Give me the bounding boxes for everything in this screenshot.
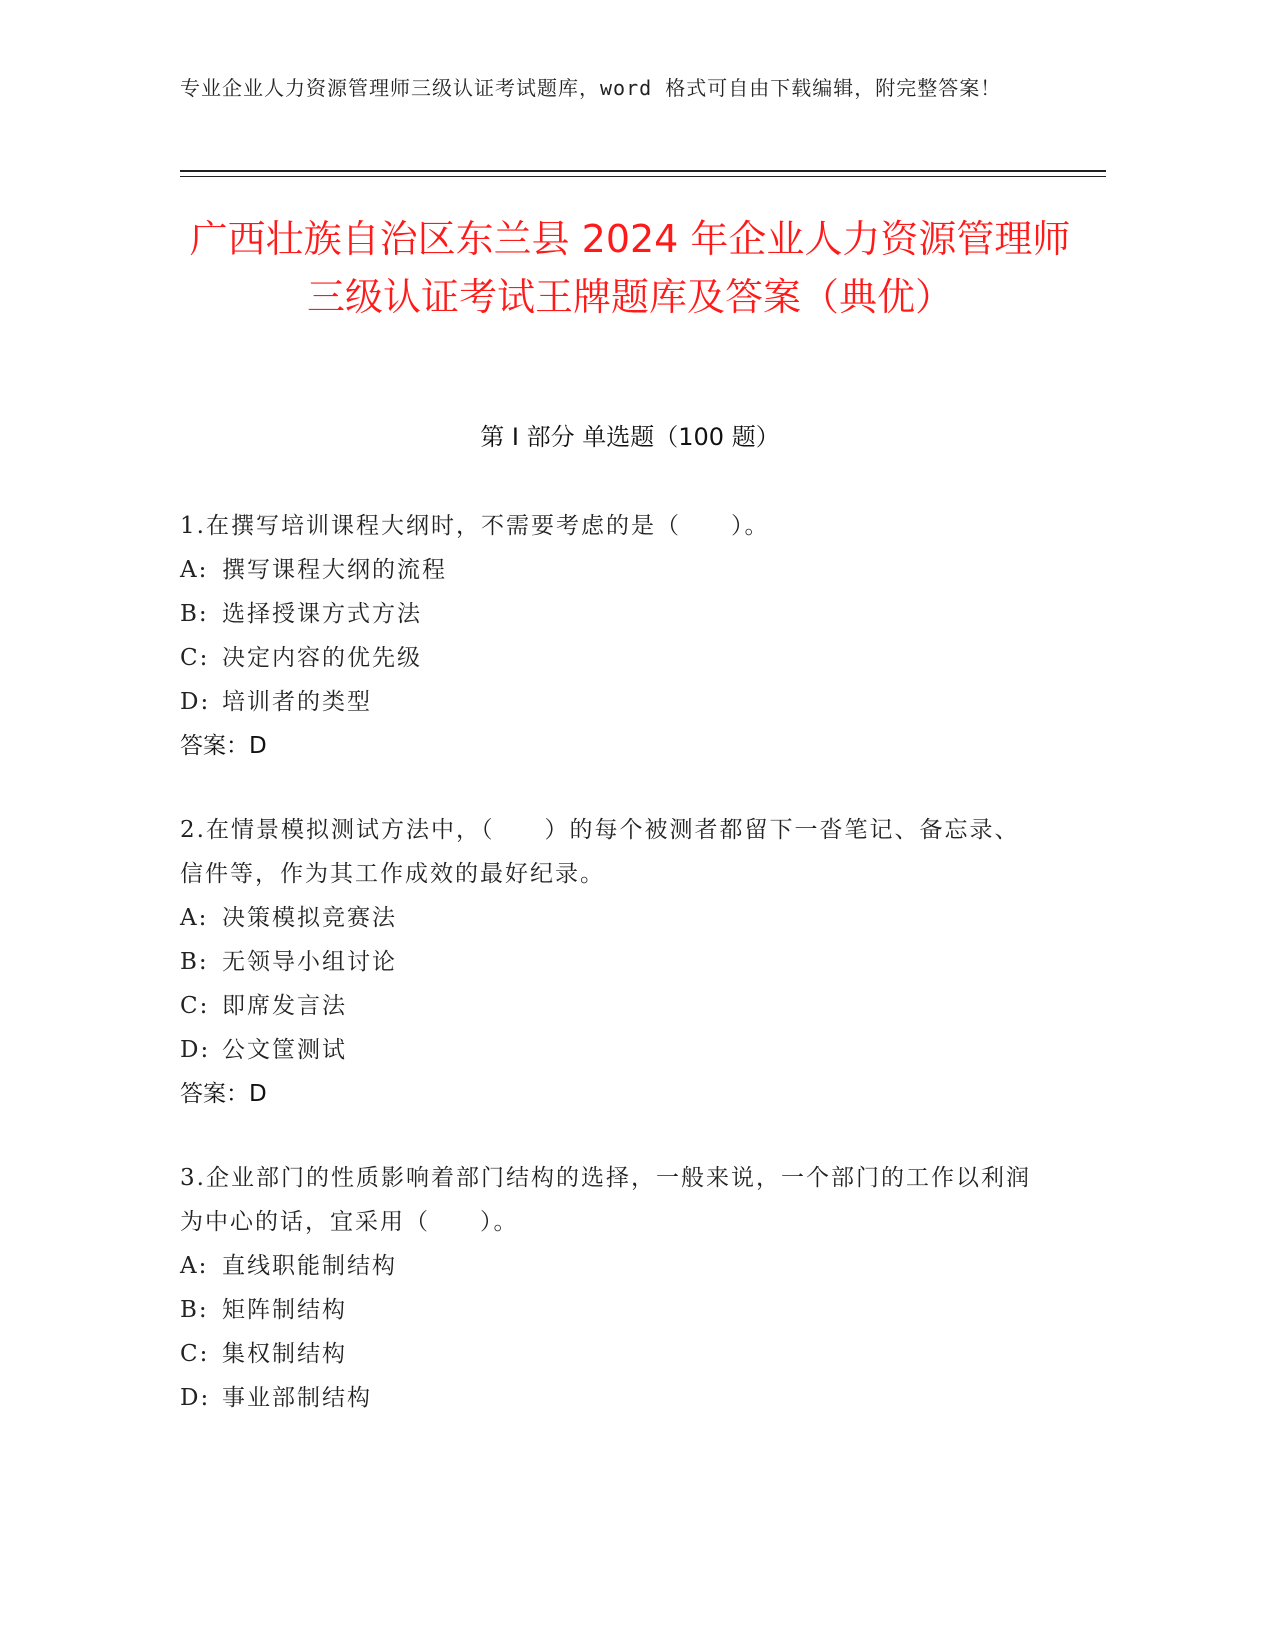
question-3: [180, 1156, 1040, 1420]
question-text: 3.企业部门的性质影响着部门结构的选择，一般来说，一个部门的工作以利润为中心的话，宜采用（ ）。: [180, 1165, 1031, 1235]
option-d: [180, 680, 1040, 724]
answer-value: D: [249, 733, 267, 759]
option-text: 事业部制结构: [222, 1385, 372, 1411]
option-label: A:: [180, 905, 209, 931]
header-divider-thin: [180, 176, 1106, 177]
option-text: 培训者的类型: [222, 689, 372, 715]
option-c: [180, 984, 1040, 1028]
option-label: B:: [180, 1297, 209, 1323]
option-b: [180, 1288, 1040, 1332]
option-label: C:: [180, 993, 210, 1019]
option-text: 即席发言法: [222, 993, 347, 1019]
option-c: [180, 1332, 1040, 1376]
option-b: [180, 940, 1040, 984]
option-text: 无领导小组讨论: [222, 949, 397, 975]
option-label: C:: [180, 645, 210, 671]
answer-line: [180, 724, 1040, 768]
option-label: C:: [180, 1341, 210, 1367]
option-a: [180, 548, 1040, 592]
question-2: [180, 808, 1040, 1116]
option-text: 矩阵制结构: [222, 1297, 347, 1323]
document-title: 广西壮族自治区东兰县 2024 年企业人力资源管理师三级认证考试王牌题库及答案（典优）: [189, 217, 1071, 319]
option-a: [180, 1244, 1040, 1288]
option-text: 公文筐测试: [222, 1037, 347, 1063]
option-text: 集权制结构: [222, 1341, 347, 1367]
option-text: 决定内容的优先级: [222, 645, 422, 671]
option-label: B:: [180, 601, 209, 627]
option-c: [180, 636, 1040, 680]
question-text: 1.在撰写培训课程大纲时，不需要考虑的是（ ）。: [180, 513, 770, 539]
section-title: 第 I 部分 单选题（100 题）: [480, 423, 780, 451]
header-divider: [180, 170, 1106, 172]
option-b: [180, 592, 1040, 636]
answer-line: [180, 1072, 1040, 1116]
header-note: 专业企业人力资源管理师三级认证考试题库，word 格式可自由下载编辑，附完整答案！: [180, 76, 1002, 100]
answer-prefix: 答案：: [180, 1081, 249, 1107]
option-label: D:: [180, 1385, 211, 1411]
option-text: 选择授课方式方法: [222, 601, 422, 627]
answer-prefix: 答案：: [180, 733, 249, 759]
option-label: D:: [180, 689, 211, 715]
question-text: 2.在情景模拟测试方法中，（ ）的每个被测者都留下一沓笔记、备忘录、信件等，作为其工作成效的最好纪录。: [180, 817, 1020, 887]
option-text: 决策模拟竞赛法: [222, 905, 397, 931]
option-label: D:: [180, 1037, 211, 1063]
question-1: [180, 504, 1040, 768]
option-label: A:: [180, 557, 209, 583]
option-a: [180, 896, 1040, 940]
option-d: [180, 1028, 1040, 1072]
option-label: B:: [180, 949, 209, 975]
answer-value: D: [249, 1081, 267, 1107]
option-text: 直线职能制结构: [222, 1253, 397, 1279]
option-label: A:: [180, 1253, 209, 1279]
option-d: [180, 1376, 1040, 1420]
question-list: [180, 504, 1040, 1460]
option-text: 撰写课程大纲的流程: [222, 557, 447, 583]
